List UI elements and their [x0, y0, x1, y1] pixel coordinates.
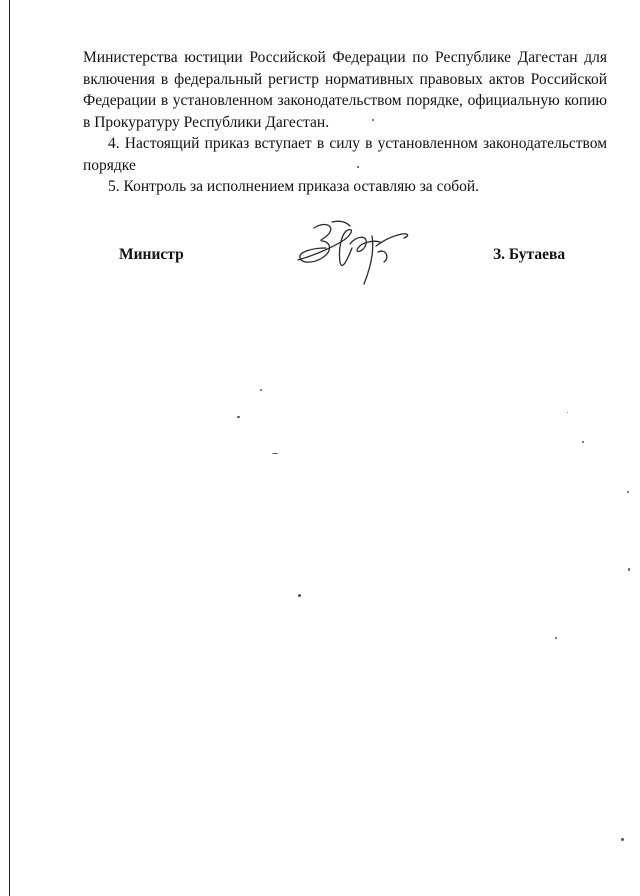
scan-speck — [260, 389, 262, 391]
scan-speck — [555, 637, 557, 639]
signatory-title: Министр — [119, 246, 184, 263]
scan-speck — [627, 491, 629, 493]
scan-speck — [372, 119, 374, 121]
scan-edge-line — [9, 0, 10, 896]
paragraph-item-4: 4. Настоящий приказ вступает в силу в установленном законодательством порядке — [83, 135, 607, 174]
paragraph-continuation: Министерства юстиции Российской Федерации по Республике Дагестан для включения в федеральный регистр нормативных правовых актов Российской Федерации в установленном законодательством порядке, официальную копию в Прокуратуру Республики Дагестан. — [83, 49, 607, 131]
scan-speck — [298, 594, 301, 597]
signatory-name: З. Бутаева — [493, 246, 566, 263]
scan-speck — [357, 166, 359, 168]
scan-speck — [628, 568, 630, 571]
scan-speck — [567, 412, 568, 413]
scan-speck — [272, 453, 278, 454]
handwritten-signature — [292, 218, 414, 290]
scan-speck — [621, 838, 624, 841]
scan-speck — [237, 416, 240, 418]
paragraph-item-5: 5. Контроль за исполнением приказа оставляю за собой. — [108, 178, 480, 195]
document-body — [83, 47, 607, 198]
scan-speck — [582, 441, 584, 443]
